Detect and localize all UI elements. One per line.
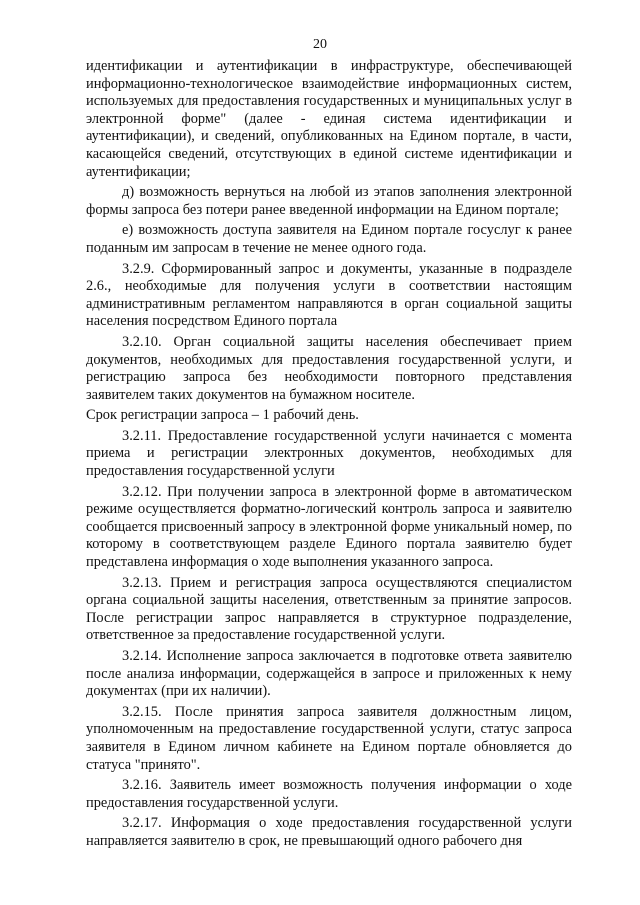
paragraph-3-2-13: 3.2.13. Прием и регистрация запроса осуществляются специалистом органа социальной защиты населения, ответственным за принятие запросов. После регистрации запрос направляется в структурное подразделение, ответственное за предоставление государственной услуги. — [86, 574, 572, 644]
document-body — [86, 58, 572, 854]
paragraph-continuation: идентификации и аутентификации в инфраструктуре, обеспечивающей информационно-технологическое взаимодействие информационных систем, используемых для предоставления государственных и муниципальных услуг в электронной форме" (далее - единая система идентификации и аутентификации), и сведений, опубликованных на Едином портале, в части, касающейся сведений, отсутствующих в единой системе идентификации и аутентификации; — [86, 58, 572, 180]
paragraph-3-2-12: 3.2.12. При получении запроса в электронной форме в автоматическом режиме осуществляется форматно-логический контроль запроса и заявителю сообщается присвоенный запросу в электронной форме уникальный номер, по которому в соответствующем разделе Единого портала заявителю будет представлена информация о ходе выполнения указанного запроса. — [86, 483, 572, 571]
paragraph-3-2-11: 3.2.11. Предоставление государственной услуги начинается с момента приема и регистрации электронных документов, необходимых для предоставления государственной услуги — [86, 427, 572, 480]
paragraph-item-d: д) возможность вернуться на любой из этапов заполнения электронной формы запроса без потери ранее введенной информации на Едином портале; — [86, 184, 572, 218]
paragraph-item-e: е) возможность доступа заявителя на Едином портале госуслуг к ранее поданным им запросам в течение не менее одного года. — [86, 222, 572, 256]
paragraph-3-2-10: 3.2.10. Орган социальной защиты населения обеспечивает прием документов, необходимых для предоставления государственной услуги, и регистрацию запроса без необходимости повторного представления заявителем таких документов на бумажном носителе. — [86, 333, 572, 403]
paragraph-3-2-9: 3.2.9. Сформированный запрос и документы, указанные в подразделе 2.6., необходимые для получения услуги в соответствии настоящим административным регламентом направляются в орган социальной защиты населения посредством Единого портала — [86, 260, 572, 330]
paragraph-registration-term: Срок регистрации запроса – 1 рабочий день. — [86, 407, 359, 424]
paragraph-3-2-16: 3.2.16. Заявитель имеет возможность получения информации о ходе предоставления государственной услуги. — [86, 777, 572, 811]
page-number: 20 — [313, 37, 327, 52]
paragraph-3-2-14: 3.2.14. Исполнение запроса заключается в подготовке ответа заявителю после анализа информации, содержащейся в запросе и приложенных к нему документах (при их наличии). — [86, 648, 572, 700]
paragraph-3-2-17: 3.2.17. Информация о ходе предоставления государственной услуги направляется заявителю в срок, не превышающий одного рабочего дня — [86, 815, 572, 849]
paragraph-3-2-15: 3.2.15. После принятия запроса заявителя должностным лицом, уполномоченным на предоставление государственной услуги, статус запроса заявителя в Едином личном кабинете на Едином портале обновляется до статуса "принято". — [86, 703, 572, 773]
